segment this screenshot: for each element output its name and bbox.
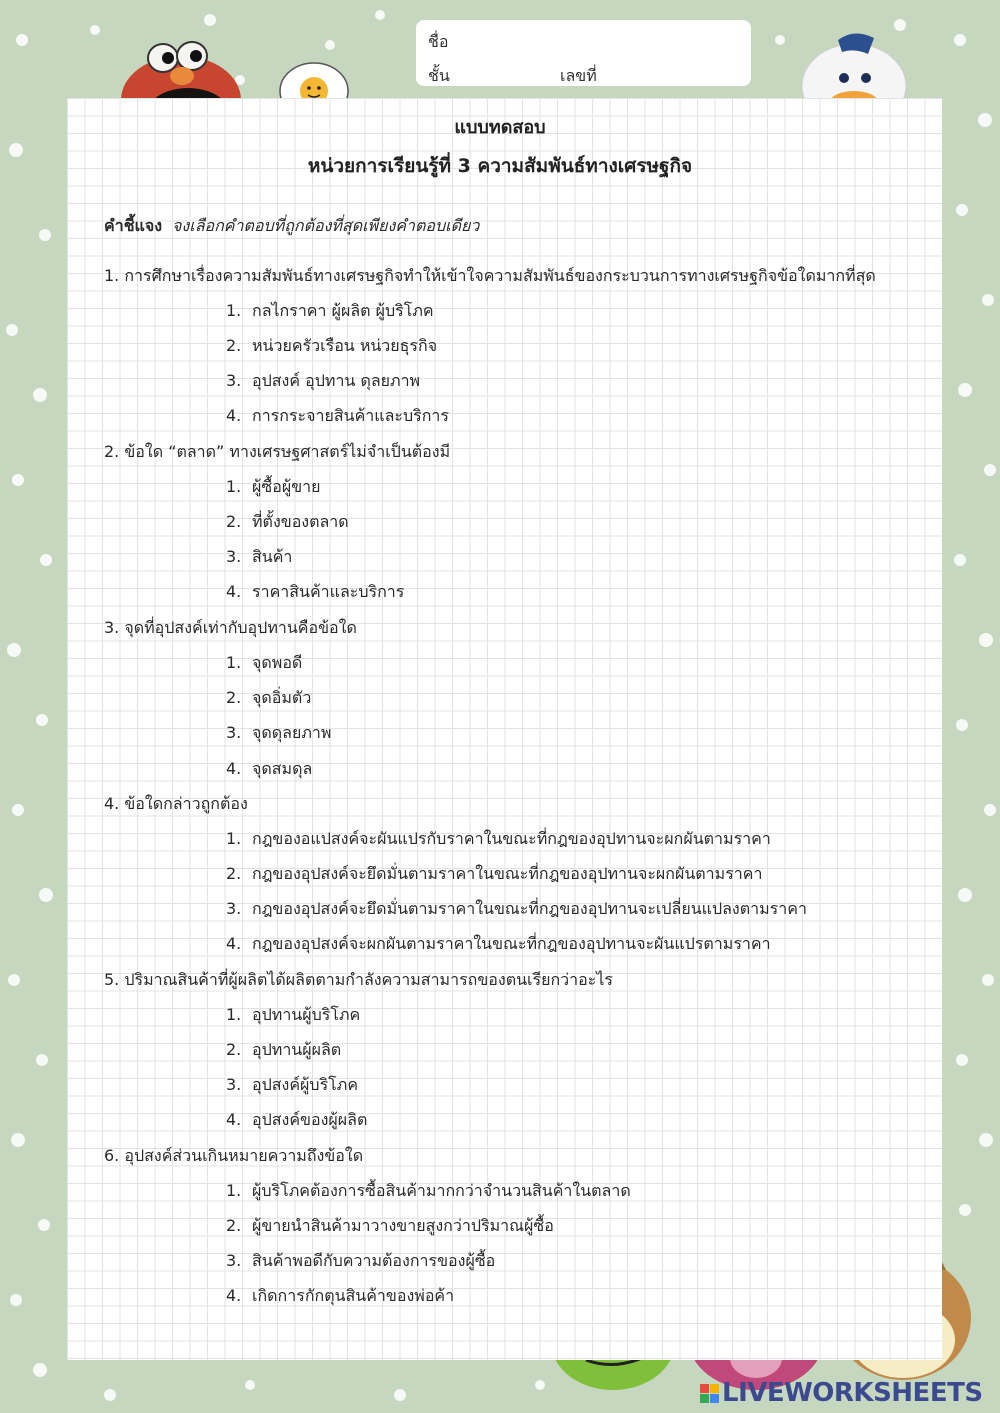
option-text: ผู้บริโภคต้องการซื้อสินค้ามากกว่าจำนวนสินค้าในตลาด — [252, 1181, 631, 1200]
option-number: 2. — [226, 1040, 242, 1059]
question-4: 4. ข้อใดกล่าวถูกต้อง — [104, 794, 248, 813]
q4-option-4[interactable] — [226, 932, 771, 957]
option-text: หน่วยครัวเรือน หน่วยธุรกิจ — [252, 336, 438, 355]
q3-option-1[interactable] — [226, 651, 302, 676]
option-text: จุดสมดุล — [252, 759, 313, 778]
option-text: กฎของอุปสงค์จะยึดมั่นตามราคาในขณะที่กฎของอุปทานจะเปลี่ยนแปลงตามราคา — [252, 899, 807, 918]
option-number: 3. — [226, 1251, 242, 1270]
q3-option-3[interactable] — [226, 721, 331, 746]
option-number: 1. — [226, 653, 242, 672]
q2-option-4[interactable] — [226, 580, 404, 605]
question-1: 1. การศึกษาเรื่องความสัมพันธ์ทางเศรษฐกิจทำให้เข้าใจความสัมพันธ์ของกระบวนการทางเศรษฐกิจข้อใดมากที่สุด — [104, 266, 876, 285]
option-text: สินค้า — [252, 547, 293, 566]
instruction-label: คำชี้แจง — [104, 216, 163, 235]
option-number: 4. — [226, 759, 242, 778]
option-number: 3. — [226, 1075, 242, 1094]
option-number: 1. — [226, 1181, 242, 1200]
option-text: อุปสงค์ผู้บริโภค — [252, 1075, 359, 1094]
option-number: 3. — [226, 723, 242, 742]
question-6: 6. อุปสงค์ส่วนเกินหมายความถึงข้อใด — [104, 1146, 364, 1165]
unit-subtitle: หน่วยการเรียนรู้ที่ 3 ความสัมพันธ์ทางเศรษฐกิจ — [307, 155, 693, 177]
option-text: กลไกราคา ผู้ผลิต ผู้บริโภค — [252, 301, 434, 320]
q2-option-2[interactable] — [226, 510, 349, 535]
option-text: กฎของอุปสงค์จะผกผันตามราคาในขณะที่กฎของอุปทานจะผันแปรตามราคา — [252, 934, 771, 953]
q1-option-1[interactable] — [226, 299, 434, 324]
option-number: 1. — [226, 301, 242, 320]
q1-option-4[interactable] — [226, 404, 449, 429]
option-text: จุดพอดี — [252, 653, 303, 672]
option-number: 3. — [226, 371, 242, 390]
page-title: แบบทดสอบ — [454, 117, 546, 138]
q6-option-3[interactable] — [226, 1249, 495, 1274]
logo-mark-icon — [700, 1384, 719, 1403]
q3-option-4[interactable] — [226, 757, 312, 782]
q2-option-3[interactable] — [226, 545, 292, 570]
option-text: จุดอิ่มตัว — [252, 688, 312, 707]
option-text: สินค้าพอดีกับความต้องการของผู้ซื้อ — [252, 1251, 496, 1270]
q1-option-2[interactable] — [226, 334, 437, 359]
option-number: 4. — [226, 934, 242, 953]
option-number: 1. — [226, 477, 242, 496]
q4-option-3[interactable] — [226, 897, 807, 922]
q5-option-1[interactable] — [226, 1003, 360, 1028]
question-3: 3. จุดที่อุปสงค์เท่ากับอุปทานคือข้อใด — [104, 618, 357, 637]
q5-option-4[interactable] — [226, 1108, 367, 1133]
option-text: อุปทานผู้บริโภค — [252, 1005, 361, 1024]
option-text: กฎของอุปสงค์จะยึดมั่นตามราคาในขณะที่กฎของอุปทานจะผกผันตามราคา — [252, 864, 763, 883]
instruction-text: จงเลือกคำตอบที่ถูกต้องที่สุดเพียงคำตอบเดียว — [172, 216, 480, 235]
option-text: ราคาสินค้าและบริการ — [252, 582, 405, 601]
question-2: 2. ข้อใด “ตลาด” ทางเศรษฐศาสตร์ไม่จำเป็นต้องมี — [104, 442, 451, 461]
instructions — [104, 214, 479, 239]
option-number: 1. — [226, 1005, 242, 1024]
q4-option-1[interactable] — [226, 827, 771, 852]
option-number: 4. — [226, 406, 242, 425]
q6-option-4[interactable] — [226, 1284, 454, 1309]
option-number: 2. — [226, 1216, 242, 1235]
q4-option-2[interactable] — [226, 862, 762, 887]
option-text: เกิดการกักตุนสินค้าของพ่อค้า — [252, 1286, 455, 1305]
option-number: 4. — [226, 582, 242, 601]
option-text: ผู้ซื้อผู้ขาย — [252, 477, 321, 496]
option-text: กฎของอแปสงค์จะผันแปรกับราคาในขณะที่กฎของอุปทานจะผกผันตามราคา — [252, 829, 771, 848]
q6-option-1[interactable] — [226, 1179, 631, 1204]
option-text: ที่ตั้งของตลาด — [252, 512, 349, 531]
option-text: การกระจายสินค้าและบริการ — [252, 406, 449, 425]
q5-option-3[interactable] — [226, 1073, 358, 1098]
class-label: ชั้น — [428, 66, 450, 85]
q6-option-2[interactable] — [226, 1214, 554, 1239]
option-number: 2. — [226, 336, 242, 355]
option-number: 4. — [226, 1286, 242, 1305]
option-number: 3. — [226, 547, 242, 566]
q3-option-2[interactable] — [226, 686, 311, 711]
option-number: 2. — [226, 864, 242, 883]
question-5: 5. ปริมาณสินค้าที่ผู้ผลิตได้ผลิตตามกำลังความสามารถของตนเรียกว่าอะไร — [104, 970, 613, 989]
option-number: 1. — [226, 829, 242, 848]
option-text: อุปทานผู้ผลิต — [252, 1040, 342, 1059]
option-text: อุปสงค์ อุปทาน ดุลยภาพ — [252, 371, 421, 390]
option-text: อุปสงค์ของผู้ผลิต — [252, 1110, 368, 1129]
student-info-box — [416, 20, 751, 86]
number-label: เลขที่ — [560, 66, 597, 85]
option-number: 4. — [226, 1110, 242, 1129]
option-number: 2. — [226, 688, 242, 707]
liveworksheets-logo[interactable] — [700, 1378, 983, 1408]
q2-option-1[interactable] — [226, 475, 321, 500]
option-number: 3. — [226, 899, 242, 918]
option-number: 2. — [226, 512, 242, 531]
name-label: ชื่อ — [428, 32, 449, 51]
q5-option-2[interactable] — [226, 1038, 341, 1063]
option-text: จุดดุลยภาพ — [252, 723, 332, 742]
q1-option-3[interactable] — [226, 369, 420, 394]
logo-text: LIVEWORKSHEETS — [722, 1378, 983, 1408]
option-text: ผู้ขายนำสินค้ามาวางขายสูงกว่าปริมาณผู้ซื้อ — [252, 1216, 554, 1235]
